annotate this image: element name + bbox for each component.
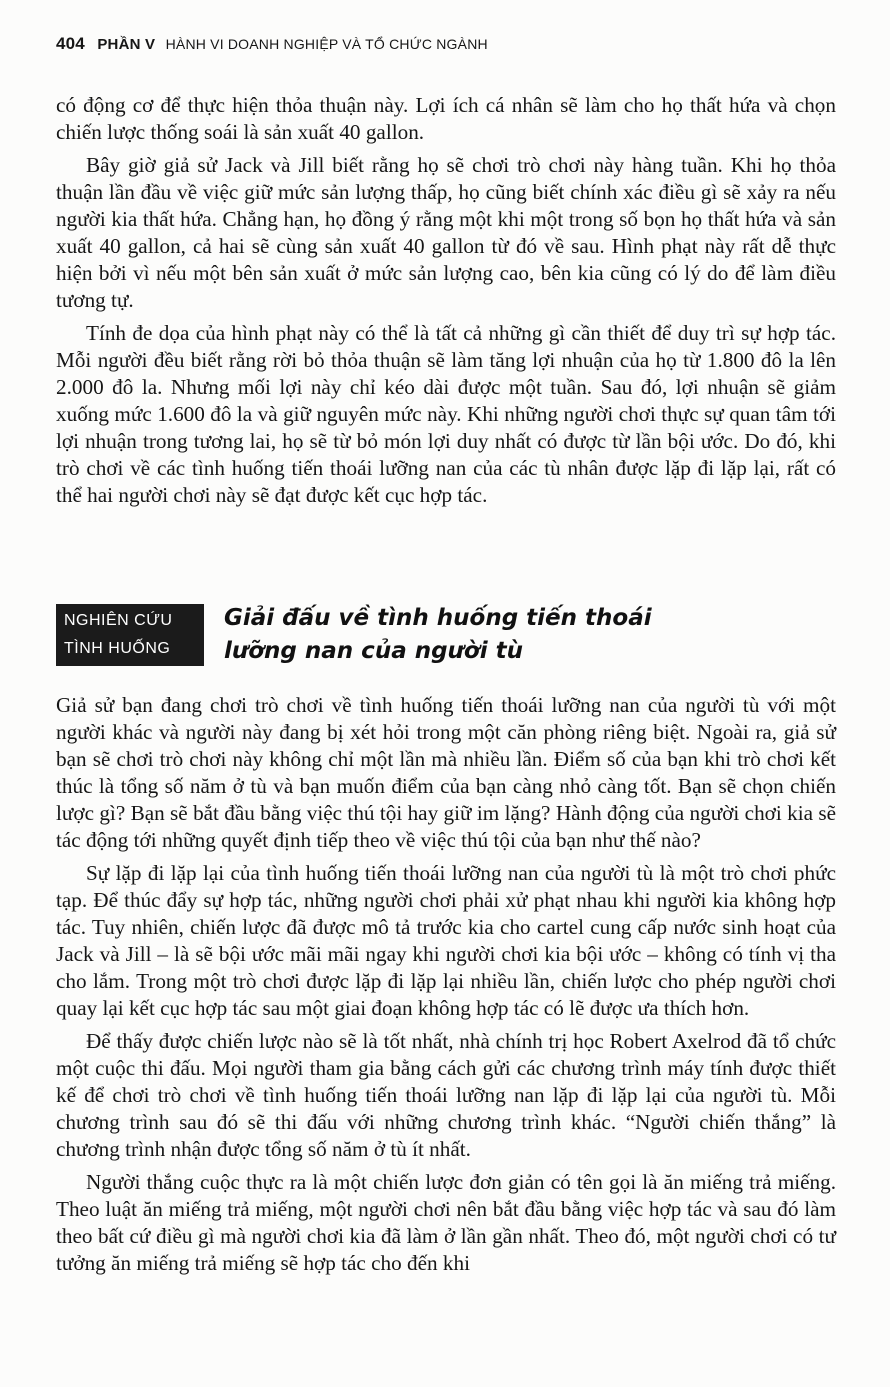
page-number: 404 xyxy=(56,34,85,53)
paragraph: có động cơ để thực hiện thỏa thuận này. Lợi ích cá nhân sẽ làm cho họ thất hứa và chọn chiến lược thống soái là sản xuất 40 gallon. xyxy=(56,93,836,144)
paragraph: Tính đe dọa của hình phạt này có thể là tất cả những gì cần thiết để duy trì sự hợp tác. Mỗi người đều biết rằng rời bỏ thỏa thuận sẽ làm tăng lợi nhuận của họ từ 1.800 đô la lên 2.000 đô la. Nhưng mối lợi này chỉ kéo dài được một tuần. Sau đó, lợi nhuận sẽ giảm xuống mức 1.600 đô la và giữ nguyên mức này. Khi những người chơi thực sự quan tâm tới lợi nhuận trong tương lai, họ sẽ từ bỏ món lợi duy nhất có được từ lần bội ước. Do đó, khi trò chơi về các tình huống tiến thoái lưỡng nan của các tù nhân được lặp đi lặp lại, rất có thể hai người chơi này sẽ đạt được kết cục hợp tác. xyxy=(56,321,836,507)
case-study-title-line1: Giải đấu về tình huống tiến thoái xyxy=(224,605,652,631)
case-study-title xyxy=(224,602,652,668)
part-title: HÀNH VI DOANH NGHIỆP VÀ TỔ CHỨC NGÀNH xyxy=(165,36,488,52)
case-study-title-line2: lưỡng nan của người tù xyxy=(224,638,523,664)
case-study-tag-line2: TÌNH HUỐNG xyxy=(64,640,171,657)
paragraph: Sự lặp đi lặp lại của tình huống tiến thoái lưỡng nan của người tù là một trò chơi phức tạp. Để thúc đẩy sự hợp tác, những người chơi phải xử phạt nhau khi người kia không hợp tác. Tuy nhiên, chiến lược đã được mô tả trước kia cho cartel cung cấp nước sinh hoạt của Jack và Jill – là sẽ bội ước mãi mãi ngay khi người chơi kia bội ước – không có tính vị tha cho lắm. Trong một trò chơi được lặp đi lặp lại nhiều lần, chiến lược cho phép người chơi quay lại kết cục hợp tác sau một giai đoạn không hợp tác có lẽ được ưa thích hơn. xyxy=(56,861,836,1020)
part-label: PHẦN V xyxy=(97,36,156,53)
paragraph: Người thắng cuộc thực ra là một chiến lược đơn giản có tên gọi là ăn miếng trả miếng. Theo luật ăn miếng trả miếng, một người chơi nên bắt đầu bằng việc hợp tác và sau đó làm theo bất cứ điều gì mà người chơi kia đã làm ở lần gần nhất. Theo đó, một người chơi có tư tưởng ăn miếng trả miếng sẽ hợp tác cho đến khi xyxy=(56,1170,836,1275)
running-header xyxy=(56,34,488,54)
case-study-heading xyxy=(56,604,836,666)
paragraph: Bây giờ giả sử Jack và Jill biết rằng họ sẽ chơi trò chơi này hàng tuần. Khi họ thỏa thuận lần đầu về việc giữ mức sản lượng thấp, họ cũng biết chính xác điều gì sẽ xảy ra nếu người kia thất hứa. Chẳng hạn, họ đồng ý rằng một khi một trong số bọn họ thất hứa và sản xuất 40 gallon, cả hai sẽ cùng sản xuất 40 gallon từ đó về sau. Hình phạt này rất dễ thực hiện bởi vì nếu một bên sản xuất ở mức sản lượng cao, bên kia cũng có lý do để làm điều tương tự. xyxy=(56,153,836,312)
paragraph: Để thấy được chiến lược nào sẽ là tốt nhất, nhà chính trị học Robert Axelrod đã tổ chức một cuộc thi đấu. Mọi người tham gia bằng cách gửi các chương trình máy tính được thiết kế để chơi trò chơi về tình huống tiến thoái lưỡng nan lặp đi lặp lại của người tù. Mỗi chương trình sau đó sẽ thi đấu với những chương trình khác. “Người chiến thắng” là chương trình nhận được tổng số năm ở tù ít nhất. xyxy=(56,1029,836,1161)
body-text-lower xyxy=(56,692,836,1283)
case-study-tag-line1: NGHIÊN CỨU xyxy=(64,612,173,629)
body-text-upper xyxy=(56,92,836,515)
paragraph: Giả sử bạn đang chơi trò chơi về tình huống tiến thoái lưỡng nan của người tù với một người khác và người này đang bị xét hỏi trong một căn phòng riêng biệt. Ngoài ra, giả sử bạn sẽ chơi trò chơi này không chỉ một lần mà nhiều lần. Điểm số của bạn khi trò chơi kết thúc là tổng số năm ở tù và bạn muốn điểm của bạn càng nhỏ càng tốt. Bạn sẽ chọn chiến lược gì? Bạn sẽ bắt đầu bằng việc thú tội hay giữ im lặng? Hành động của người chơi kia sẽ tác động tới những quyết định tiếp theo về việc thú tội của bạn như thế nào? xyxy=(56,693,836,852)
case-study-tag xyxy=(56,604,204,666)
